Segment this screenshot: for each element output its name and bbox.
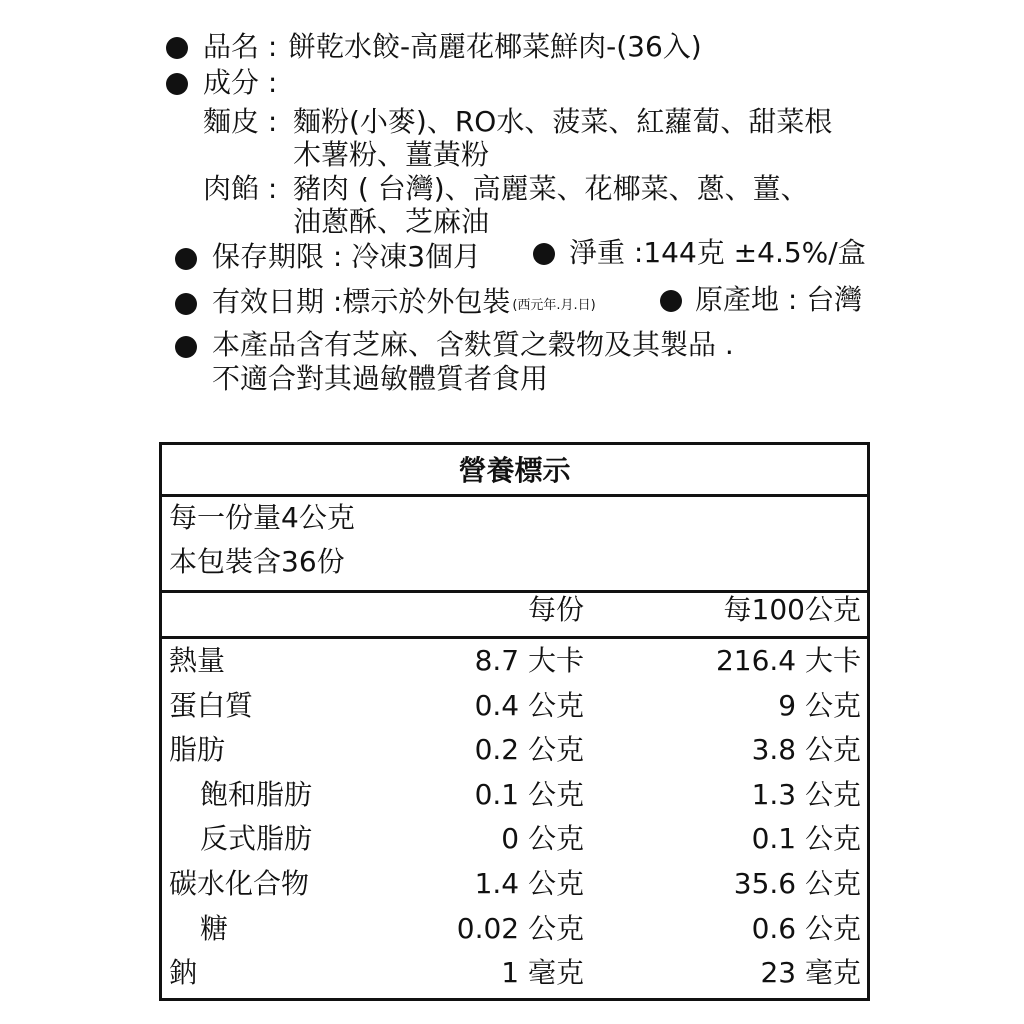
- product-name: 餅乾水餃-高麗花椰菜鮮肉-(36入): [288, 30, 702, 63]
- nutrient-name: 脂肪: [169, 733, 226, 766]
- servings-per-package: 本包裝含36份: [169, 545, 345, 578]
- filling-ingredients-line1: 豬肉 ( 台灣)、高麗菜、花椰菜、蔥、薑、: [293, 172, 809, 205]
- per-serving-value: 1 毫克: [501, 956, 584, 989]
- per-100g-value: 0.6 公克: [751, 912, 861, 945]
- expiry-format-note: (西元年.月.日): [512, 298, 596, 313]
- per-100g-value: 23 毫克: [760, 956, 861, 989]
- nutrient-name: 糖: [200, 912, 229, 945]
- origin: 原產地 : 台灣: [695, 283, 863, 316]
- per-serving-value: 0.4 公克: [474, 689, 584, 722]
- bullet-icon: [660, 290, 682, 312]
- bullet-icon: [175, 293, 197, 315]
- bullet-icon: [166, 73, 188, 95]
- ingredients-label: 成分 :: [203, 66, 278, 99]
- per-serving-value: 0 公克: [501, 822, 584, 855]
- per-100g-value: 0.1 公克: [751, 822, 861, 855]
- bullet-icon: [166, 37, 188, 59]
- bullet-icon: [175, 336, 197, 358]
- divider: [162, 636, 867, 639]
- shelf-life: 保存期限 : 冷凍3個月: [212, 240, 482, 273]
- per-serving-value: 0.2 公克: [474, 733, 584, 766]
- nutrient-name: 飽和脂肪: [200, 778, 313, 811]
- nutrition-title: 營養標示: [458, 454, 571, 487]
- expiry-date: 有效日期 :標示於外包裝 (西元年.月.日): [212, 285, 596, 318]
- allergen-line1: 本產品含有芝麻、含麩質之穀物及其製品 .: [212, 328, 734, 361]
- net-weight: 淨重 :144克 ±4.5%/盒: [569, 236, 866, 269]
- allergen-line2: 不適合對其過敏體質者食用: [212, 362, 549, 395]
- nutrition-table: [159, 442, 870, 1001]
- per-serving-value: 0.1 公克: [474, 778, 584, 811]
- per-100g-value: 35.6 公克: [733, 867, 861, 900]
- product-name-label: 品名 :: [203, 30, 278, 63]
- bullet-icon: [533, 243, 555, 265]
- nutrient-name: 鈉: [169, 956, 198, 989]
- per-100g-value: 3.8 公克: [751, 733, 861, 766]
- filling-label: 肉餡 :: [203, 172, 278, 205]
- per-100g-value: 216.4 大卡: [715, 644, 861, 677]
- filling-ingredients-line2: 油蔥酥、芝麻油: [293, 205, 490, 238]
- per-serving-value: 8.7 大卡: [474, 644, 584, 677]
- column-header-per-serving: 每份: [527, 593, 584, 626]
- per-serving-value: 1.4 公克: [474, 867, 584, 900]
- dough-ingredients-line2: 木薯粉、薑黃粉: [293, 138, 490, 171]
- serving-size: 每一份量4公克: [169, 501, 355, 534]
- nutrient-name: 碳水化合物: [169, 867, 310, 900]
- nutrient-name: 熱量: [169, 644, 226, 677]
- nutrient-name: 反式脂肪: [200, 822, 313, 855]
- bullet-icon: [175, 248, 197, 270]
- per-100g-value: 1.3 公克: [751, 778, 861, 811]
- per-serving-value: 0.02 公克: [456, 912, 584, 945]
- column-header-per-100g: 每100公克: [723, 593, 861, 626]
- divider: [162, 494, 867, 497]
- dough-ingredients-line1: 麵粉(小麥)、RO水、菠菜、紅蘿蔔、甜菜根: [293, 105, 833, 138]
- nutrient-name: 蛋白質: [169, 689, 254, 722]
- per-100g-value: 9 公克: [778, 689, 861, 722]
- dough-label: 麵皮 :: [203, 105, 278, 138]
